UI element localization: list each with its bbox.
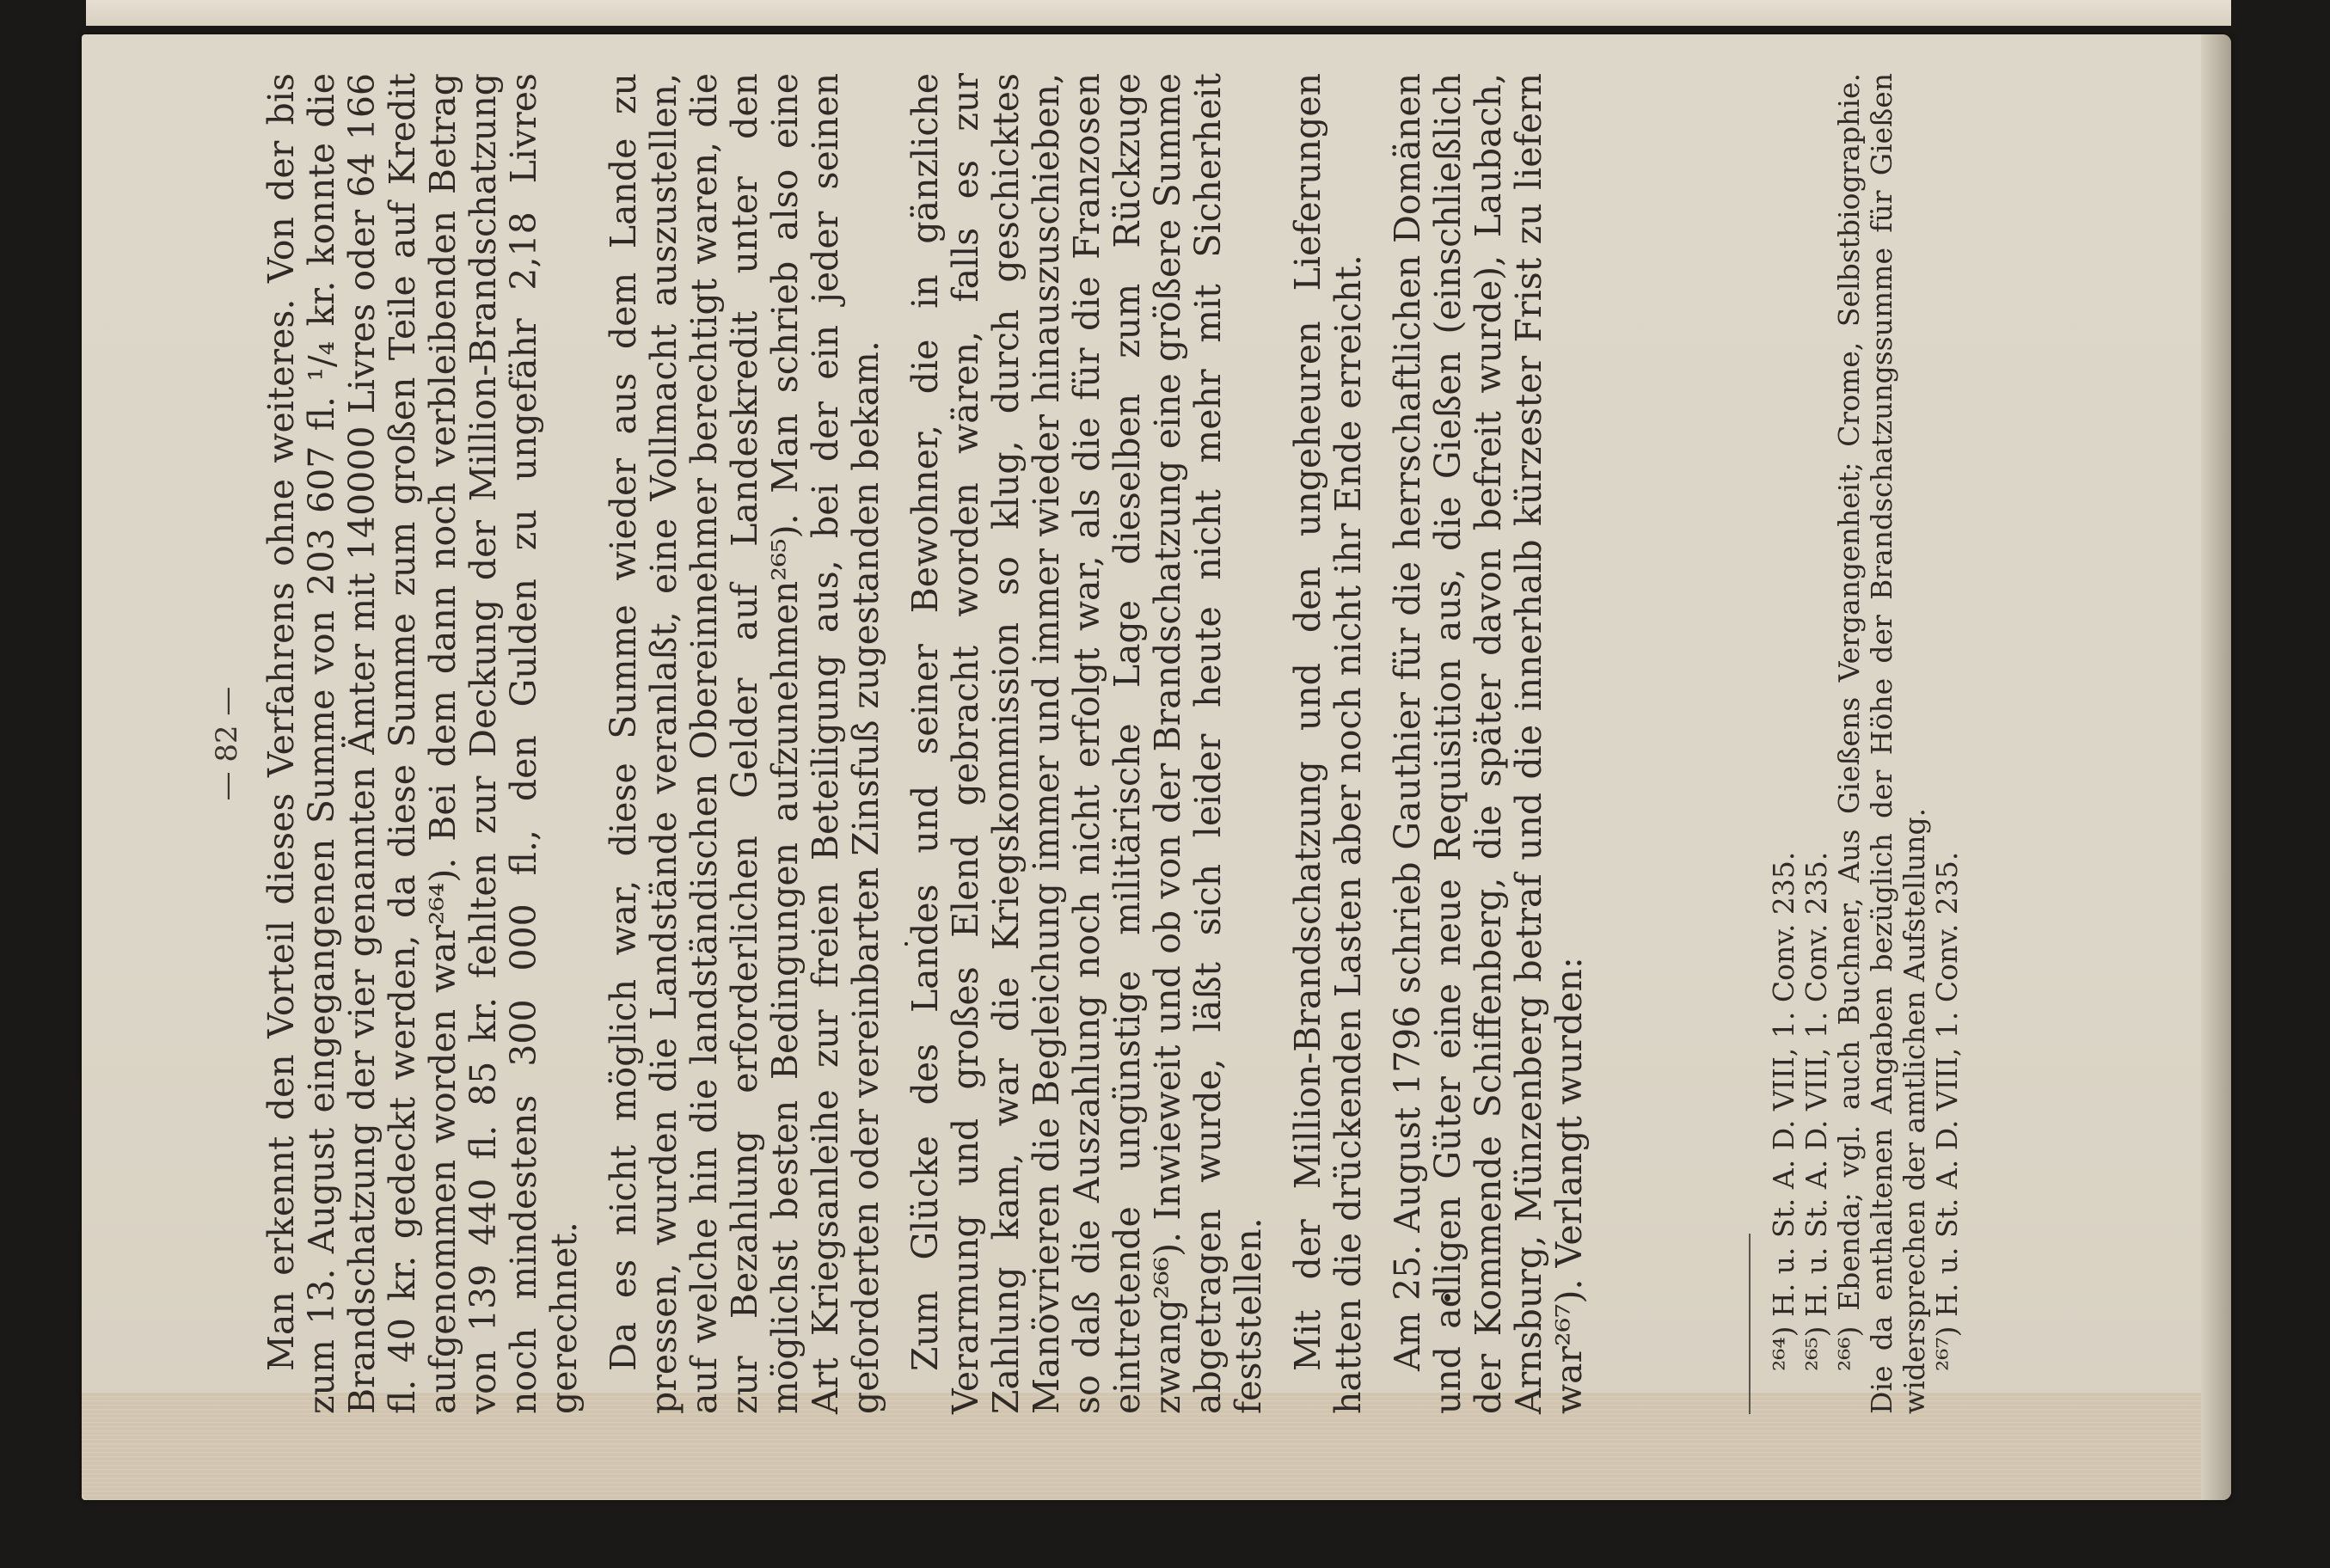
paragraph: Da es nicht möglich war, diese Summe wieder aus dem Lande zu pressen, wurden die Landstände veranlaßt, eine Vollmacht auszustellen, auf welche hin die landständischen Obereinnehmer berechtigt waren, die zur Bezahlung erforderlichen Gelder auf Landeskredit unter den möglichst besten Bedingungen aufzunehmen²⁶⁵). Man schrieb also eine Art Kriegsanleihe zur freien Beteiligung aus, bei der ein jeder seinen geforderten oder vereinbarten Zinsfuß zugestanden bekam.	[603, 73, 886, 1414]
paragraph: Zum Glücke des Landes und seiner Bewohner, die in gänzliche Verarmung und großes Elend gebracht worden wären, falls es zur Zahlung kam, war die Kriegskommission so klug, durch geschicktes Manövrieren die Begleichung immer und immer wieder hinauszuschieben, so daß die Auszahlung noch nicht erfolgt war, als die für die Franzosen eintretende ungünstige militärische Lage dieselben zum Rückzuge zwang²⁶⁶). Inwieweit und ob von der Brandschatzung eine größere Summe abgetragen wurde, läßt sich leider heute nicht mehr mit Sicherheit feststellen.	[904, 73, 1269, 1414]
footnote-divider	[1749, 1234, 1751, 1414]
page-curl	[2201, 34, 2231, 1500]
page-content	[210, 73, 2015, 1414]
paragraph: Am 25. August 1796 schrieb Gauthier für die herrschaftlichen Domänen und adligen Güter eine neue Requisition aus, die Gießen (einschließlich der Kommende Schiffenberg, die später davon befreit wurde), Laubach, Arnsburg, Münzenberg betraf und die innerhalb kürzester Frist zu liefern war²⁶⁷). Verlangt wurden:	[1387, 73, 1590, 1414]
page-number-header: — 82 —	[210, 686, 244, 801]
footnote: ²⁶⁷) H. u. St. A. D. VIII, 1. Conv. 235.	[1930, 851, 1964, 1371]
footnote: ²⁶⁴) H. u. St. A. D. VIII, 1. Conv. 235.	[1767, 851, 1800, 1371]
footnote: ²⁶⁵) H. u. St. A. D. VIII, 1. Conv. 235.	[1800, 851, 1833, 1371]
paragraph: Man erkennt den Vorteil dieses Verfahrens ohne weiteres. Von der bis zum 13. August eingegangenen Summe von 203 607 fl. ¹/₄ kr. konnte die Brandschatzung der vier genannten Ämter mit 140000 Livres oder 64 166 fl. 40 kr. gedeckt werden, da diese Summe zum großen Teile auf Kredit aufgenommen worden war²⁶⁴). Bei dem dann noch verbleibenden Betrag von 139 440 fl. 85 kr. fehlten zur Deckung der Million-Brandschatzung noch mindestens 300 000 fl., den Gulden zu ungefähr 2,18 Livres gerechnet.	[261, 73, 585, 1414]
footnote: ²⁶⁶) Ebenda; vgl. auch Buchner, Aus Gießens Vergangenheit; Crome, Selbstbiographie. Die da enthaltenen Angaben bezüglich der Höhe der Brandschatzungssumme für Gießen widersprechen der amtlichen Aufstellung.	[1832, 73, 1931, 1414]
previous-page-edge	[86, 0, 2231, 26]
paragraph: Mit der Million-Brandschatzung und den ungeheuren Lieferungen hatten die drückenden Lasten aber noch nicht ihr Ende erreicht.	[1287, 73, 1369, 1414]
body-text	[261, 73, 1590, 1414]
footnotes	[1768, 73, 1964, 1414]
